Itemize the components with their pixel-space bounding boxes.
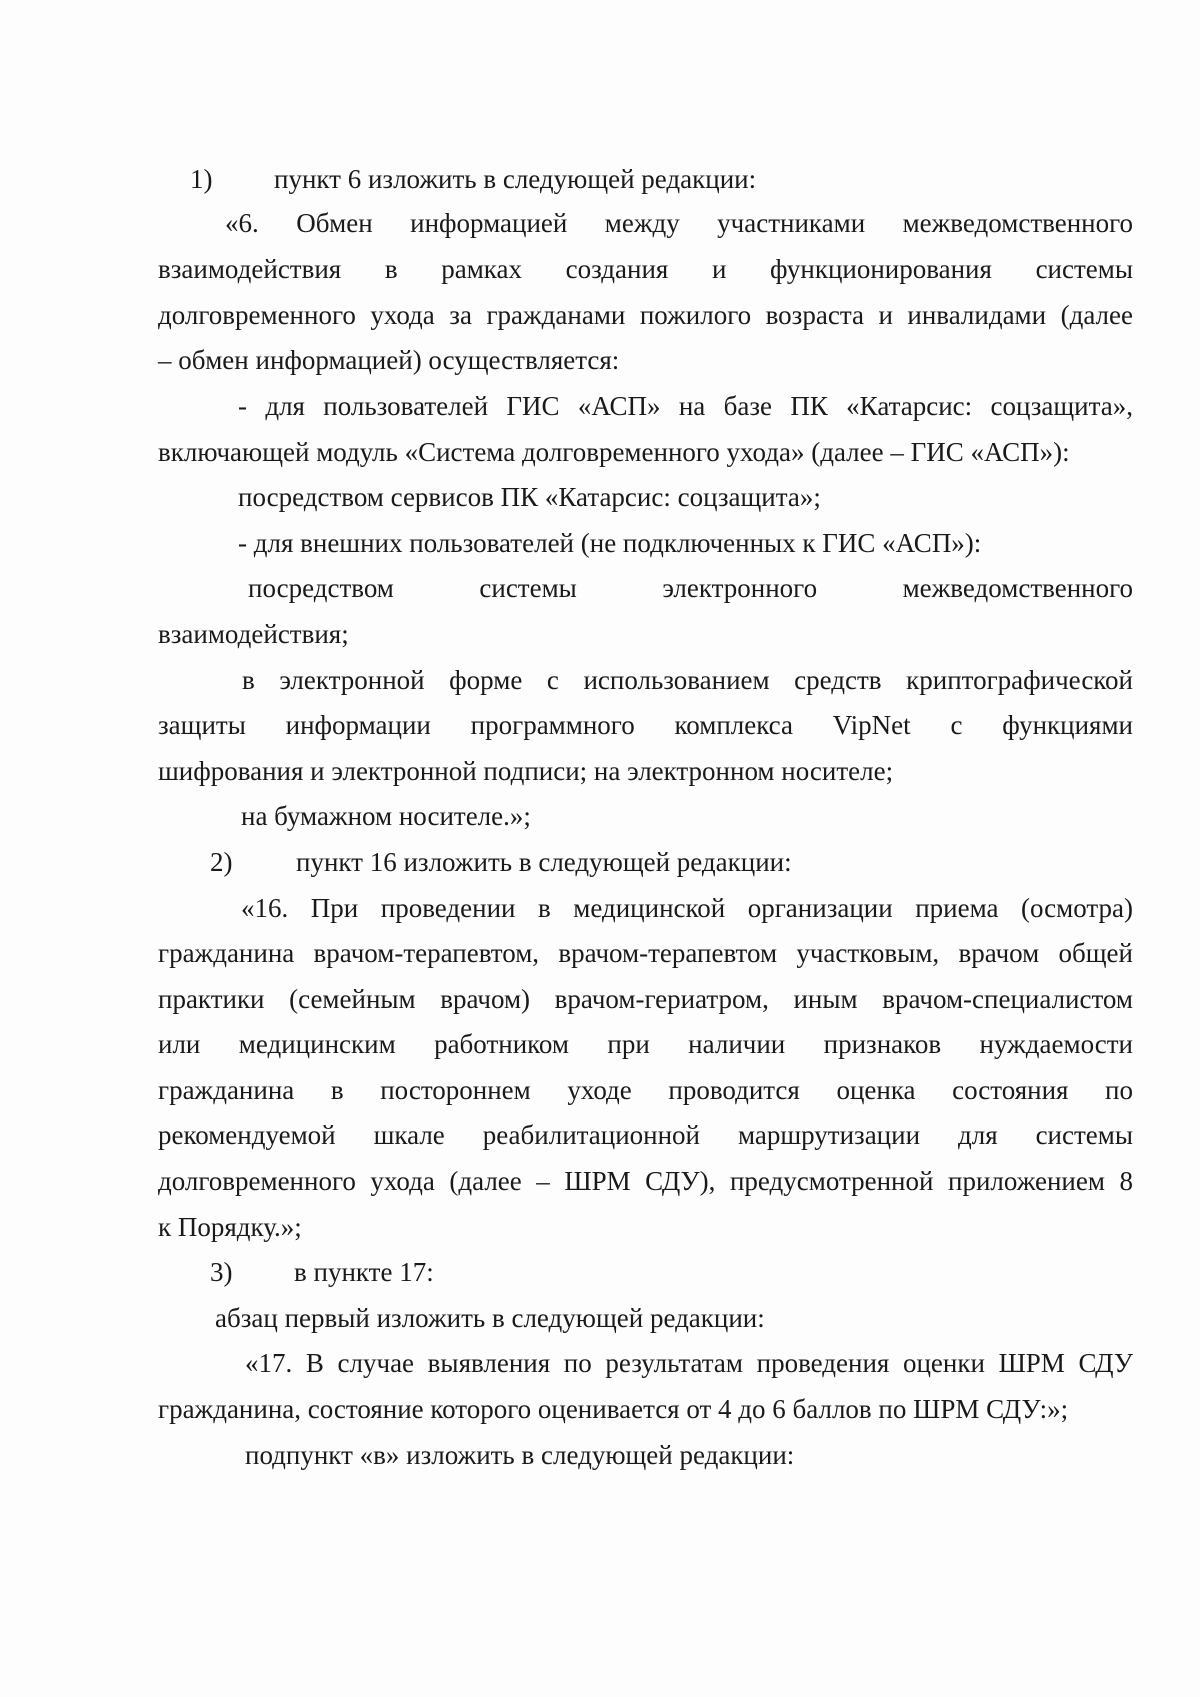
list-item-marker: 3) xyxy=(210,1257,233,1287)
paragraph-line: подпункт «в» изложить в следующей редакции: xyxy=(245,1440,795,1470)
paragraph-line: гражданина в постороннем уходе проводится оценка состояния по xyxy=(158,1075,1133,1105)
list-item-3 xyxy=(210,1255,710,1289)
paragraph-line: - для пользователей ГИС «АСП» на базе ПК «Катарсис: соцзащита», xyxy=(238,391,1133,421)
paragraph-line: «6. Обмен информацией между участниками межведомственного xyxy=(225,208,1133,238)
paragraph-line: защиты информации программного комплекса VipNet с функциями xyxy=(158,710,1133,740)
paragraph-line: в электронной форме с использованием средств криптографической xyxy=(242,665,1133,695)
paragraph-line: посредством системы электронного межведомственного xyxy=(248,573,1133,603)
paragraph-line: долговременного ухода (далее – ШРМ СДУ), предусмотренной приложением 8 xyxy=(158,1166,1133,1196)
paragraph-line: к Порядку.»; xyxy=(158,1212,302,1242)
paragraph-line: на бумажном носителе.»; xyxy=(241,801,531,831)
list-item-marker: 2) xyxy=(210,847,233,877)
paragraph-line: взаимодействия в рамках создания и функционирования системы xyxy=(158,254,1133,284)
paragraph-line: - для внешних пользователей (не подключенных к ГИС «АСП»): xyxy=(238,528,982,558)
list-item-text: пункт 6 изложить в следующей редакции: xyxy=(274,164,757,194)
list-item-text: пункт 16 изложить в следующей редакции: xyxy=(296,847,792,877)
list-item-marker: 1) xyxy=(190,164,213,194)
list-item-1 xyxy=(190,162,890,196)
paragraph-line: включающей модуль «Система долговременного ухода» (далее – ГИС «АСП»): xyxy=(158,437,1070,467)
paragraph-line: долговременного ухода за гражданами пожилого возраста и инвалидами (далее xyxy=(158,300,1133,330)
paragraph-line: посредством сервисов ПК «Катарсис: соцзащита»; xyxy=(238,482,821,512)
paragraph-line: «16. При проведении в медицинской организации приема (осмотра) xyxy=(241,893,1133,923)
paragraph-line: – обмен информацией) осуществляется: xyxy=(158,345,620,375)
list-item-text: в пункте 17: xyxy=(294,1257,434,1287)
paragraph-line: гражданина врачом-терапевтом, врачом-терапевтом участковым, врачом общей xyxy=(158,938,1133,968)
list-item-2 xyxy=(210,845,910,879)
paragraph-line: шифрования и электронной подписи; на электронном носителе; xyxy=(158,756,894,786)
paragraph-line: взаимодействия; xyxy=(158,619,349,649)
paragraph-line: или медицинским работником при наличии признаков нуждаемости xyxy=(158,1029,1133,1059)
paragraph-line: рекомендуемой шкале реабилитационной маршрутизации для системы xyxy=(158,1120,1133,1150)
paragraph-line: практики (семейным врачом) врачом-гериатром, иным врачом-специалистом xyxy=(158,984,1133,1014)
paragraph-line: гражданина, состояние которого оценивается от 4 до 6 баллов по ШРМ СДУ:»; xyxy=(158,1394,1069,1424)
paragraph-line: «17. В случае выявления по результатам проведения оценки ШРМ СДУ xyxy=(245,1348,1133,1378)
paragraph-line: абзац первый изложить в следующей редакции: xyxy=(215,1303,765,1333)
